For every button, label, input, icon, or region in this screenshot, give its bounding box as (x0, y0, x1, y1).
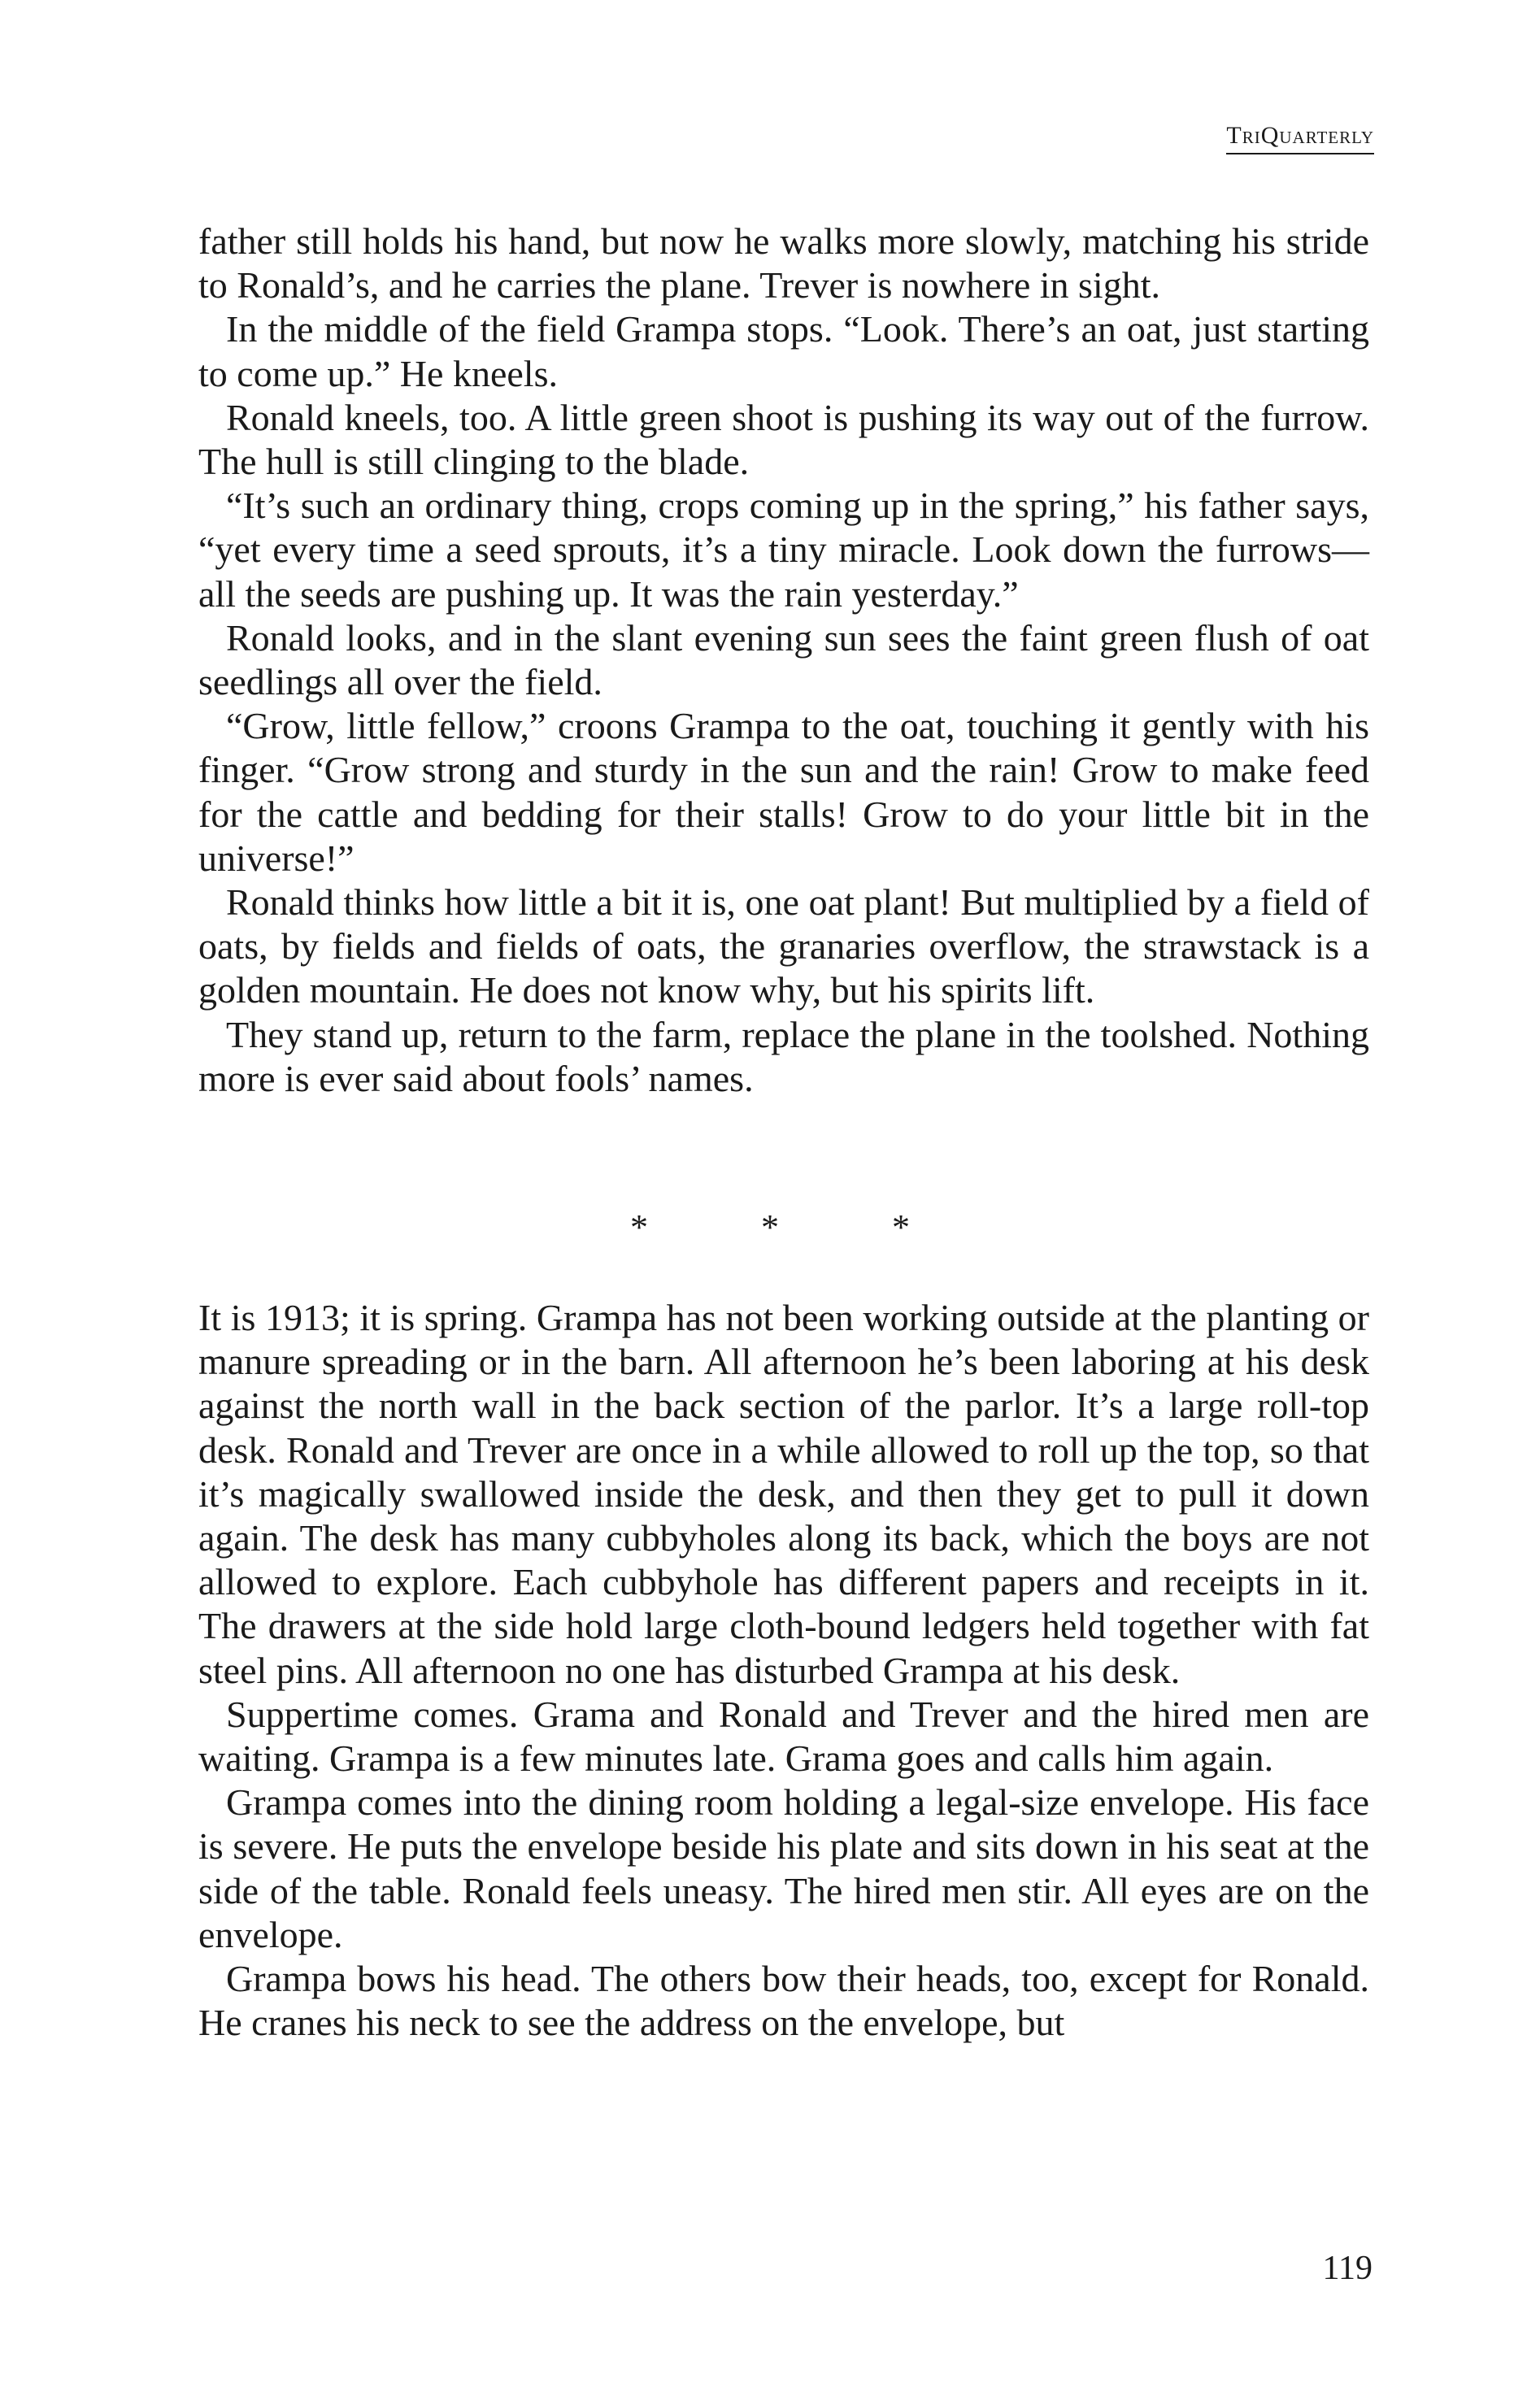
page-number: 119 (1322, 2250, 1373, 2287)
paragraph: In the middle of the field Grampa stops. “Look. There’s an oat, just starting to come up.” He kneels. (198, 308, 1369, 394)
paragraph: Ronald looks, and in the slant evening sun sees the faint green flush of oat seedlings all over the field. (198, 616, 1369, 703)
running-head: TriQuarterly (1226, 122, 1374, 154)
paragraph: Grampa comes into the dining room holding a legal-size envelope. His face is severe. He puts the envelope beside his plate and sits down in his seat at the side of the table. Ronald feels uneasy. The hired men stir. All eyes are on the envelope. (198, 1781, 1369, 1955)
paragraph: Suppertime comes. Grama and Ronald and Trever and the hired men are waiting. Grampa is a few minutes late. Grama goes and calls him again. (198, 1693, 1369, 1780)
paragraph: “It’s such an ordinary thing, crops coming up in the spring,” his father says, “yet every time a seed sprouts, it’s a tiny miracle. Look down the furrows—all the seeds are pushing up. It was the rain yesterday.” (198, 485, 1369, 615)
asterisk: * (761, 1207, 779, 1247)
paragraph: Grampa bows his head. The others bow their heads, too, except for Ronald. He cranes his neck to see the address on the envelope, but (198, 1958, 1369, 2044)
paragraph: Ronald kneels, too. A little green shoot is pushing its way out of the furrow. The hull is still clinging to the blade. (198, 396, 1369, 483)
paragraph: Ronald thinks how little a bit it is, one oat plant! But multiplied by a field of oats, by fields and fields of oats, the granaries overflow, the strawstack is a golden mountain. He does not know why, but his spirits lift. (198, 881, 1369, 1011)
text-block-continued (198, 220, 1369, 1101)
section-break (0, 1207, 1540, 1248)
paragraph: They stand up, return to the farm, replace the plane in the toolshed. Nothing more is ever said about fools’ names. (198, 1013, 1369, 1099)
asterisk: * (630, 1207, 648, 1247)
text-block-new-section (198, 1296, 1369, 2045)
paragraph: father still holds his hand, but now he walks more slowly, matching his stride to Ronald’s, and he carries the plane. Trever is nowhere in sight. (198, 220, 1369, 307)
paragraph: It is 1913; it is spring. Grampa has not been working outside at the planting or manure spreading or in the barn. All afternoon he’s been laboring at his desk against the north wall in the back section of the parlor. It’s a large roll-top desk. Ronald and Trever are once in a while allowed to roll up the top, so that it’s magically swallowed inside the desk, and then they get to pull it down again. The desk has many cubbyholes along its back, which the boys are not allowed to explore. Each cubbyhole has different papers and receipts in it. The drawers at the side hold large cloth-bound ledgers held together with fat steel pins. All afternoon no one has disturbed Grampa at his desk. (198, 1297, 1369, 1691)
asterisk: * (892, 1207, 910, 1247)
paragraph: “Grow, little fellow,” croons Grampa to the oat, touching it gently with his finger. “Grow strong and sturdy in the sun and the rain! Grow to make feed for the cattle and bedding for their stalls! Grow to do your little bit in the universe!” (198, 705, 1369, 879)
